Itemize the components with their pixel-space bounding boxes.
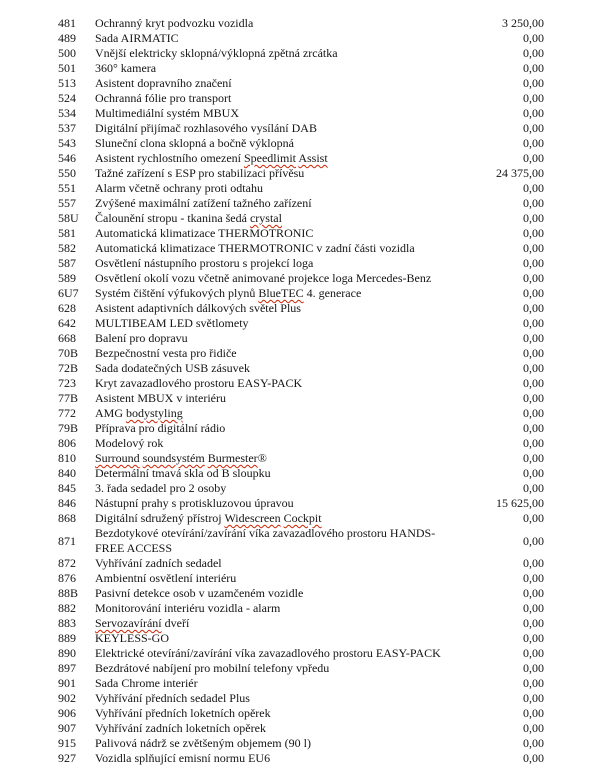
option-price-cell: 0,00 [523, 376, 544, 390]
option-price-cell: 0,00 [523, 361, 544, 375]
option-price-cell: 0,00 [523, 301, 544, 315]
option-price-cell: 0,00 [523, 466, 544, 480]
misspelled-text: soundsystém [142, 451, 205, 465]
table-row [58, 616, 544, 631]
option-description-cell [95, 556, 455, 571]
option-description-cell [95, 601, 455, 616]
option-description-cell [95, 526, 455, 556]
option-code-cell: 489 [58, 31, 76, 45]
option-code-cell: 868 [58, 511, 76, 525]
description-text: Sada AIRMATIC [95, 31, 179, 45]
option-code-cell: 628 [58, 301, 76, 315]
option-description-cell [95, 46, 455, 61]
description-text: Asistent MBUX v interiéru [95, 391, 226, 405]
description-text: Ochranná fólie pro transport [95, 91, 232, 105]
table-row [58, 31, 544, 46]
table-row [58, 526, 544, 556]
option-price-cell: 0,00 [523, 676, 544, 690]
description-text: Bezdotykové otevírání/zavírání víka zavazadlového prostoru HANDS-FREE ACCESS [95, 526, 436, 555]
table-row [58, 346, 544, 361]
option-description-cell [95, 256, 455, 271]
option-description-cell [95, 61, 455, 76]
description-text: Vyhřívání zadních loketních opěrek [95, 721, 266, 735]
option-price-cell: 0,00 [523, 256, 544, 270]
option-code-cell: 500 [58, 46, 76, 60]
option-code-cell: 840 [58, 466, 76, 480]
option-code-cell: 846 [58, 496, 76, 510]
option-description-cell [95, 571, 455, 586]
option-code-cell: 58U [58, 211, 79, 225]
description-text: Vnější elektricky sklopná/výklopná zpětná zrcátka [95, 46, 338, 60]
misspelled-text: BlueTEC [258, 286, 304, 300]
option-code-cell: 845 [58, 481, 76, 495]
option-code-cell: 668 [58, 331, 76, 345]
option-code-cell: 70B [58, 346, 79, 360]
option-price-cell: 0,00 [523, 421, 544, 435]
option-price-cell: 0,00 [523, 76, 544, 90]
description-text: 4. generace [303, 286, 362, 300]
option-description-cell [95, 631, 455, 646]
option-code-cell: 88B [58, 586, 79, 600]
table-row [58, 376, 544, 391]
option-code-cell: 546 [58, 151, 76, 165]
table-row [58, 256, 544, 271]
option-code-cell: 876 [58, 571, 76, 585]
description-text: 3. řada sedadel pro 2 osoby [95, 481, 227, 495]
option-code-cell: 534 [58, 106, 76, 120]
option-code-cell: 481 [58, 16, 76, 30]
description-text: 360° kamera [95, 61, 157, 75]
option-price-cell: 0,00 [523, 136, 544, 150]
option-code-cell: 810 [58, 451, 76, 465]
option-description-cell [95, 121, 455, 136]
option-code-cell: 897 [58, 661, 76, 675]
description-text: Sluneční clona sklopná a bočně výklopná [95, 136, 294, 150]
option-description-cell [95, 136, 455, 151]
option-price-cell: 0,00 [523, 601, 544, 615]
option-price-cell: 0,00 [523, 751, 544, 765]
description-text: KEYLESS-GO [95, 631, 169, 645]
table-row [58, 586, 544, 601]
table-row [58, 691, 544, 706]
option-description-cell [95, 691, 455, 706]
description-text: MULTIBEAM LED světlomety [95, 316, 249, 330]
misspelled-text: Burmester [207, 451, 258, 465]
option-price-cell: 0,00 [523, 616, 544, 630]
misspelled-text: Assist [298, 151, 328, 165]
option-price-cell: 0,00 [523, 271, 544, 285]
description-text: Balení pro dopravu [95, 331, 188, 345]
description-text: Systém čištění výfukových plynů [95, 286, 259, 300]
option-price-cell: 0,00 [523, 451, 544, 465]
option-code-cell: 872 [58, 556, 76, 570]
option-code-cell: 901 [58, 676, 76, 690]
option-code-cell: 927 [58, 751, 76, 765]
misspelled-text: Surround [95, 451, 140, 465]
description-text: Elektrické otevírání/zavírání víka zavazadlového prostoru EASY-PACK [95, 646, 441, 660]
option-price-cell: 0,00 [523, 91, 544, 105]
description-text: Kryt zavazadlového prostoru EASY-PACK [95, 376, 303, 390]
option-description-cell [95, 481, 455, 496]
table-row [58, 466, 544, 481]
option-code-cell: 501 [58, 61, 76, 75]
misspelled-text: Cockpit [283, 511, 322, 525]
option-description-cell [95, 736, 455, 751]
description-text: dveří [161, 616, 190, 630]
option-code-cell: 902 [58, 691, 76, 705]
option-price-cell: 0,00 [523, 151, 544, 165]
option-description-cell [95, 376, 455, 391]
option-code-cell: 72B [58, 361, 79, 375]
option-description-cell [95, 106, 455, 121]
option-description-cell [95, 721, 455, 736]
table-row [58, 706, 544, 721]
table-row [58, 331, 544, 346]
option-price-cell: 0,00 [523, 571, 544, 585]
option-code-cell: 550 [58, 166, 76, 180]
option-description-cell [95, 751, 455, 766]
option-price-cell: 0,00 [523, 31, 544, 45]
table-row [58, 676, 544, 691]
option-code-cell: 587 [58, 256, 76, 270]
option-price-cell: 0,00 [523, 406, 544, 420]
description-text: Multimediální systém MBUX [95, 106, 239, 120]
option-price-cell: 0,00 [523, 481, 544, 495]
table-row [58, 721, 544, 736]
option-price-cell: 0,00 [523, 706, 544, 720]
option-price-cell: 0,00 [523, 196, 544, 210]
option-description-cell [95, 616, 455, 631]
option-code-cell: 772 [58, 406, 76, 420]
description-text: Digitální přijímač rozhlasového vysílání DAB [95, 121, 317, 135]
option-code-cell: 589 [58, 271, 76, 285]
description-text: Pasivní detekce osob v uzamčeném vozidle [95, 586, 304, 600]
option-price-cell: 0,00 [523, 721, 544, 735]
option-price-cell: 0,00 [523, 661, 544, 675]
option-price-cell: 0,00 [523, 61, 544, 75]
option-price-cell: 0,00 [523, 331, 544, 345]
description-text: Asistent dopravního značení [95, 76, 232, 90]
description-text: Zvýšené maximální zatížení tažného zařízení [95, 196, 312, 210]
description-text: Palivová nádrž se zvětšeným objemem (90 l) [95, 736, 311, 750]
option-code-cell: 524 [58, 91, 76, 105]
option-code-cell: 557 [58, 196, 76, 210]
table-row [58, 181, 544, 196]
table-row [58, 136, 544, 151]
option-price-cell: 0,00 [523, 631, 544, 645]
description-text: Alarm včetně ochrany proti odtahu [95, 181, 263, 195]
description-text: Osvětlení okolí vozu včetně animované projekce loga Mercedes-Benz [95, 271, 432, 285]
option-code-cell: 806 [58, 436, 76, 450]
option-description-cell [95, 301, 455, 316]
table-row [58, 646, 544, 661]
table-row [58, 316, 544, 331]
misspelled-text: Servozavírání [95, 616, 162, 630]
option-description-cell [95, 346, 455, 361]
description-text: Vyhřívání předních sedadel Plus [95, 691, 250, 705]
option-code-cell: 906 [58, 706, 76, 720]
table-row [58, 391, 544, 406]
option-description-cell [95, 421, 455, 436]
option-price-cell: 0,00 [523, 556, 544, 570]
table-row [58, 106, 544, 121]
table-row [58, 271, 544, 286]
option-description-cell [95, 241, 455, 256]
table-row [58, 211, 544, 226]
description-text: Ambientní osvětlení interiéru [95, 571, 237, 585]
option-code-cell: 79B [58, 421, 79, 435]
option-description-cell [95, 511, 455, 526]
table-row [58, 661, 544, 676]
misspelled-text: Speedlimit [243, 151, 296, 165]
option-code-cell: 537 [58, 121, 76, 135]
table-row [58, 166, 544, 181]
description-text: Determální tmavá skla od B sloupku [95, 466, 271, 480]
description-text: Vyhřívání předních loketních opěrek [95, 706, 271, 720]
misspelled-text: bodystyling [126, 406, 183, 420]
description-text: Čalounění stropu - tkanina šedá [95, 211, 250, 225]
option-code-cell: 915 [58, 736, 76, 750]
option-price-cell: 0,00 [523, 691, 544, 705]
description-text: Vozidla splňující emisní normu EU6 [95, 751, 271, 765]
table-row [58, 631, 544, 646]
option-code-cell: 871 [58, 533, 76, 548]
table-row [58, 241, 544, 256]
option-code-cell: 582 [58, 241, 76, 255]
option-description-cell [95, 361, 455, 376]
table-row [58, 601, 544, 616]
table-row [58, 151, 544, 166]
option-description-cell [95, 196, 455, 211]
option-description-cell [95, 226, 455, 241]
option-code-cell: 581 [58, 226, 76, 240]
description-text: Digitální sdružený přístroj [95, 511, 225, 525]
table-row [58, 571, 544, 586]
option-price-cell: 0,00 [523, 226, 544, 240]
option-description-cell [95, 706, 455, 721]
option-price-cell: 0,00 [523, 736, 544, 750]
description-text: ® [257, 451, 267, 465]
table-row [58, 481, 544, 496]
option-code-cell: 77B [58, 391, 79, 405]
option-code-cell: 642 [58, 316, 76, 330]
option-description-cell [95, 676, 455, 691]
option-description-cell [95, 286, 455, 301]
description-text: Osvětlení nástupního prostoru s projekcí loga [95, 256, 314, 270]
option-code-cell: 543 [58, 136, 76, 150]
description-text: Tažné zařízení s ESP pro stabilizaci přívěsu [95, 166, 305, 180]
option-price-cell: 0,00 [523, 646, 544, 660]
option-price-cell: 3 250,00 [502, 16, 544, 30]
option-description-cell [95, 76, 455, 91]
option-code-cell: 513 [58, 76, 76, 90]
misspelled-text: Widescreen [224, 511, 281, 525]
option-code-cell: 6U7 [58, 286, 79, 300]
description-text: Sada Chrome interiér [95, 676, 198, 690]
table-row [58, 61, 544, 76]
option-description-cell [95, 391, 455, 406]
option-price-cell: 0,00 [523, 391, 544, 405]
option-price-cell: 0,00 [523, 181, 544, 195]
option-description-cell [95, 661, 455, 676]
option-code-cell: 882 [58, 601, 76, 615]
table-row [58, 556, 544, 571]
option-description-cell [95, 181, 455, 196]
table-row [58, 196, 544, 211]
option-description-cell [95, 16, 455, 31]
table-row [58, 406, 544, 421]
table-row [58, 736, 544, 751]
option-description-cell [95, 271, 455, 286]
option-price-cell: 15 625,00 [496, 496, 544, 510]
option-price-cell: 0,00 [523, 511, 544, 525]
table-row [58, 121, 544, 136]
option-price-cell: 0,00 [523, 346, 544, 360]
table-row [58, 451, 544, 466]
option-price-cell: 0,00 [523, 286, 544, 300]
description-text: Nástupní prahy s protiskluzovou úpravou [95, 496, 294, 510]
option-price-cell: 24 375,00 [496, 166, 544, 180]
option-description-cell [95, 586, 455, 601]
option-price-cell: 0,00 [523, 121, 544, 135]
description-text: Vyhřívání zadních sedadel [95, 556, 222, 570]
option-price-cell: 0,00 [523, 211, 544, 225]
option-description-cell [95, 496, 455, 511]
option-code-cell: 883 [58, 616, 76, 630]
option-price-cell: 0,00 [523, 46, 544, 60]
description-text: Bezpečnostní vesta pro řidiče [95, 346, 237, 360]
misspelled-text: crystal [249, 211, 282, 225]
option-code-cell: 907 [58, 721, 76, 735]
option-price-cell: 0,00 [523, 106, 544, 120]
option-code-cell: 889 [58, 631, 76, 645]
description-text: Asistent rychlostního omezení [95, 151, 244, 165]
description-text: Bezdrátové nabíjení pro mobilní telefony vpředu [95, 661, 330, 675]
option-description-cell [95, 646, 455, 661]
table-row [58, 286, 544, 301]
description-text: Automatická klimatizace THERMOTRONIC [95, 226, 314, 240]
table-row [58, 16, 544, 31]
table-row [58, 361, 544, 376]
option-description-cell [95, 406, 455, 421]
option-description-cell [95, 466, 455, 481]
option-description-cell [95, 316, 455, 331]
description-text: Asistent adaptivních dálkových světel Plus [95, 301, 301, 315]
table-row [58, 226, 544, 241]
option-description-cell [95, 151, 455, 166]
description-text: Automatická klimatizace THERMOTRONIC v zadní části vozidla [95, 241, 415, 255]
table-row [58, 751, 544, 766]
option-description-cell [95, 451, 455, 466]
option-description-cell [95, 31, 455, 46]
description-text: Monitorování interiéru vozidla - alarm [95, 601, 281, 615]
table-row [58, 511, 544, 526]
option-description-cell [95, 331, 455, 346]
option-description-cell [95, 166, 455, 181]
table-row [58, 421, 544, 436]
option-price-cell: 0,00 [523, 241, 544, 255]
table-row [58, 76, 544, 91]
description-text: Příprava pro digitální rádio [95, 421, 226, 435]
table-row [58, 436, 544, 451]
option-price-cell: 0,00 [523, 316, 544, 330]
table-row [58, 301, 544, 316]
option-description-cell [95, 436, 455, 451]
description-text: Sada dodatečných USB zásuvek [95, 361, 250, 375]
option-description-cell [95, 91, 455, 106]
option-code-cell: 551 [58, 181, 76, 195]
description-text: Ochranný kryt podvozku vozidla [95, 16, 254, 30]
option-price-cell: 0,00 [523, 436, 544, 450]
table-row [58, 91, 544, 106]
option-code-cell: 723 [58, 376, 76, 390]
table-row [58, 46, 544, 61]
description-text: AMG [95, 406, 127, 420]
table-row [58, 496, 544, 511]
option-code-cell: 890 [58, 646, 76, 660]
option-price-cell: 0,00 [523, 533, 544, 548]
description-text: Modelový rok [95, 436, 164, 450]
option-price-cell: 0,00 [523, 586, 544, 600]
option-description-cell [95, 211, 455, 226]
